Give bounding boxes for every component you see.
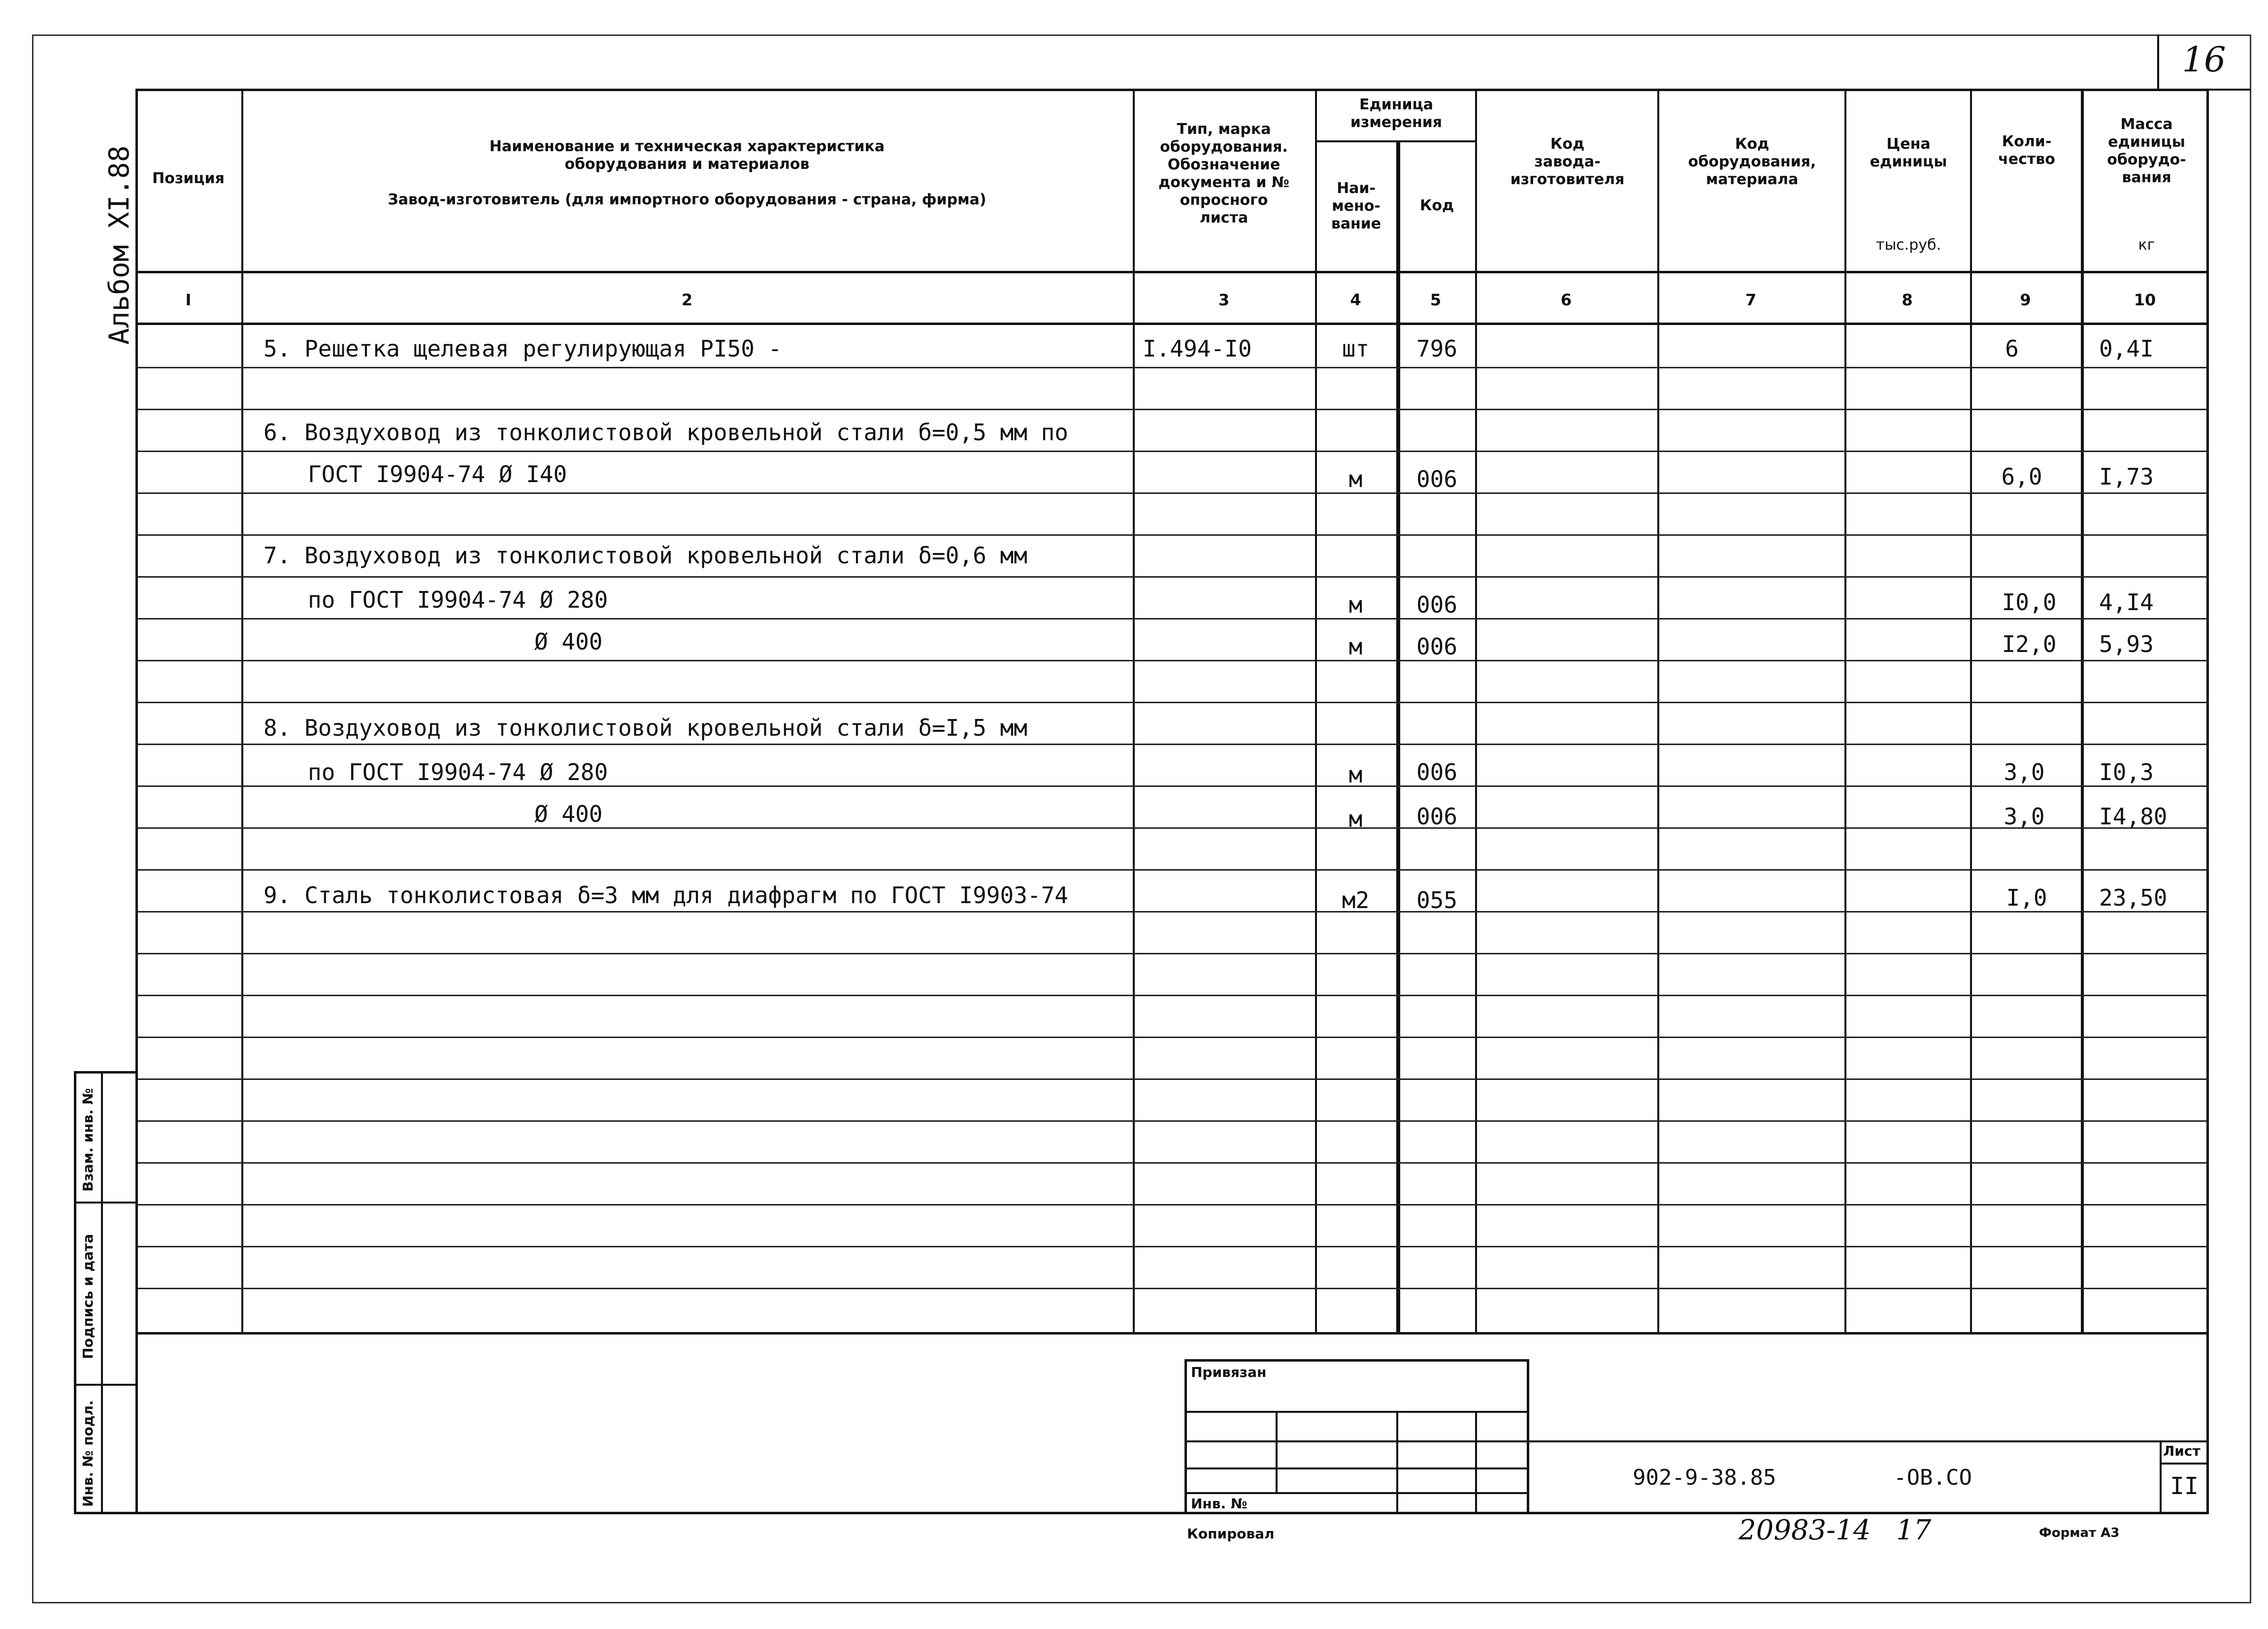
row-line	[135, 576, 2209, 578]
row-6b-name: ГОСТ I9904-74 Ø I40	[308, 461, 567, 488]
side-stamp-divider	[101, 1071, 103, 1514]
row-6b-unit: м	[1348, 466, 1363, 492]
row-5-mass: 0,4I	[2099, 335, 2154, 362]
row-8c-qty: 3,0	[2004, 803, 2045, 830]
row-5-type: I.494-I0	[1143, 335, 1252, 362]
binding-label: Привязан	[1191, 1364, 1267, 1380]
row-9-unit: м2	[1342, 887, 1370, 913]
row-line	[135, 1037, 2209, 1038]
col-line-7	[1844, 89, 1846, 1335]
row-line	[135, 492, 2209, 494]
row-line	[135, 702, 2209, 703]
header-unit-name: Наи- мено- вание	[1331, 180, 1381, 232]
row-line	[135, 660, 2209, 661]
row-6b-code: 006	[1416, 466, 1458, 492]
col-number: 4	[1350, 291, 1361, 309]
row-line	[135, 744, 2209, 745]
inv-label: Инв. №	[1191, 1496, 1248, 1512]
header-unit-group: Единица измерения	[1350, 96, 1443, 131]
col-number: 2	[681, 291, 693, 309]
row-5-code: 796	[1416, 335, 1458, 362]
header-price: Цена единицы	[1870, 135, 1947, 170]
archive-number: 20983-14	[1739, 1514, 1871, 1546]
binding-col	[1276, 1411, 1278, 1492]
row-line	[135, 1120, 2209, 1122]
row-7-name: 7. Воздуховод из тонколистовой кровельной стали δ=0,6 мм	[263, 542, 1027, 569]
copied-label: Копировал	[1187, 1526, 1275, 1542]
row-line	[135, 1288, 2209, 1289]
row-8b-name: по ГОСТ I9904-74 Ø 280	[308, 759, 608, 785]
row-7c-unit: м	[1348, 633, 1363, 660]
corner-number: 16	[2182, 39, 2226, 80]
row-line	[135, 869, 2209, 871]
col-line-4	[1396, 140, 1400, 1335]
binding-grid	[1184, 1359, 1529, 1514]
row-7c-mass: 5,93	[2099, 631, 2154, 657]
col-number: 9	[2020, 291, 2031, 309]
binding-col	[1475, 1411, 1477, 1514]
row-7c-qty: I2,0	[2002, 631, 2057, 657]
col-line-6	[1657, 89, 1659, 1335]
row-9-qty: I,0	[2006, 884, 2047, 911]
row-line	[135, 827, 2209, 829]
row-8c-mass: I4,80	[2099, 803, 2168, 830]
col-number: I	[185, 291, 192, 309]
binding-col	[1396, 1411, 1398, 1514]
row-6b-mass: I,73	[2099, 463, 2154, 490]
col-line-3	[1315, 89, 1317, 1335]
row-8c-unit: м	[1348, 806, 1363, 832]
header-maker-code: Код завода- изготовителя	[1510, 135, 1625, 188]
column-number-divider	[135, 323, 2209, 325]
binding-row	[1184, 1492, 1529, 1494]
col-line-5	[1475, 89, 1477, 1335]
format-label: Формат А3	[2039, 1526, 2120, 1540]
side-stamp-inventory: Инв. № подл.	[80, 1400, 96, 1507]
row-line	[135, 1078, 2209, 1080]
col-line-1	[241, 89, 243, 1335]
col-number: 10	[2134, 291, 2156, 309]
row-7b-unit: м	[1348, 591, 1363, 618]
row-8-name: 8. Воздуховод из тонколистовой кровельной стали δ=I,5 мм	[263, 715, 1027, 741]
col-number: 8	[1902, 291, 1913, 309]
row-line	[135, 409, 2209, 410]
row-8c-code: 006	[1416, 803, 1458, 830]
unit-group-divider	[1315, 140, 1475, 142]
row-7b-code: 006	[1416, 591, 1458, 618]
row-6b-qty: 6,0	[2001, 463, 2042, 490]
row-9-code: 055	[1416, 887, 1458, 913]
header-divider	[135, 271, 2209, 273]
row-5-unit: шт	[1342, 335, 1370, 362]
header-mass: Масса единицы оборудо- вания	[2107, 116, 2186, 186]
main-table-frame	[135, 89, 2209, 1335]
row-7b-mass: 4,I4	[2099, 589, 2154, 616]
row-5-qty: 6	[2005, 335, 2019, 362]
row-8b-unit: м	[1348, 761, 1363, 788]
row-line	[135, 953, 2209, 954]
sheet-label: Лист	[2163, 1443, 2201, 1459]
col-line-9	[2081, 89, 2084, 1335]
row-6-name: 6. Воздуховод из тонколистовой кровельной стали б=0,5 мм по	[263, 419, 1068, 446]
row-8b-code: 006	[1416, 759, 1458, 785]
binding-row	[1184, 1440, 1529, 1442]
header-mass-unit: кг	[2138, 236, 2155, 254]
row-line	[135, 1162, 2209, 1164]
row-7c-code: 006	[1416, 633, 1458, 660]
col-number: 7	[1745, 291, 1757, 309]
col-number: 6	[1560, 291, 1572, 309]
header-type: Тип, марка оборудования. Обозначение документа и № опросного листа	[1158, 121, 1289, 227]
header-unit-code: Код	[1419, 197, 1454, 214]
col-line-2	[1133, 89, 1135, 1335]
row-line	[135, 1246, 2209, 1247]
doc-suffix: -ОВ.СО	[1894, 1465, 1972, 1490]
binding-row	[1184, 1467, 1529, 1469]
header-position: Позиция	[152, 170, 225, 187]
row-7b-qty: I0,0	[2002, 589, 2057, 616]
row-7c-name: Ø 400	[534, 628, 603, 655]
row-line	[135, 367, 2209, 368]
sheet-number: II	[2170, 1472, 2199, 1500]
row-line	[135, 534, 2209, 536]
binding-row	[1184, 1411, 1529, 1413]
side-stamp-replacement: Взам. инв. №	[80, 1088, 96, 1192]
row-line	[135, 911, 2209, 912]
row-7b-name: по ГОСТ I9904-74 Ø 280	[308, 586, 608, 613]
row-line	[135, 451, 2209, 452]
doc-code: 902-9-38.85	[1633, 1465, 1776, 1490]
side-stamp-signature: Подпись и дата	[80, 1234, 96, 1359]
row-8c-name: Ø 400	[534, 801, 603, 827]
sheet-box-divider	[2160, 1463, 2209, 1465]
doc-code-top	[1529, 1440, 2209, 1442]
album-label: Альбом XI.88	[103, 145, 135, 345]
col-number: 5	[1430, 291, 1442, 309]
col-line-8	[1970, 89, 1972, 1335]
header-material-code: Код оборудования, материала	[1688, 135, 1816, 188]
side-stamp-row-1	[74, 1202, 138, 1204]
header-qty: Коли- чество	[1998, 133, 2055, 168]
row-8b-qty: 3,0	[2004, 759, 2045, 785]
header-price-unit: тыс.руб.	[1875, 236, 1941, 254]
col-number: 3	[1218, 291, 1230, 309]
row-line	[135, 995, 2209, 996]
archive-sheet: 17	[1896, 1514, 1932, 1546]
row-8b-mass: I0,3	[2099, 759, 2154, 785]
row-5-name: 5. Решетка щелевая регулирующая PI50 -	[263, 335, 782, 362]
row-9-name: 9. Сталь тонколистовая δ=3 мм для диафрагм по ГОСТ I9903-74	[263, 882, 1068, 909]
side-stamp-row-2	[74, 1384, 138, 1386]
row-line	[135, 1204, 2209, 1205]
row-line	[135, 618, 2209, 619]
row-9-mass: 23,50	[2099, 884, 2168, 911]
header-name: Наименование и техническая характеристика оборудования и материалов Завод-изготовитель (для импортного оборудования - страна, фирма)	[388, 138, 986, 208]
